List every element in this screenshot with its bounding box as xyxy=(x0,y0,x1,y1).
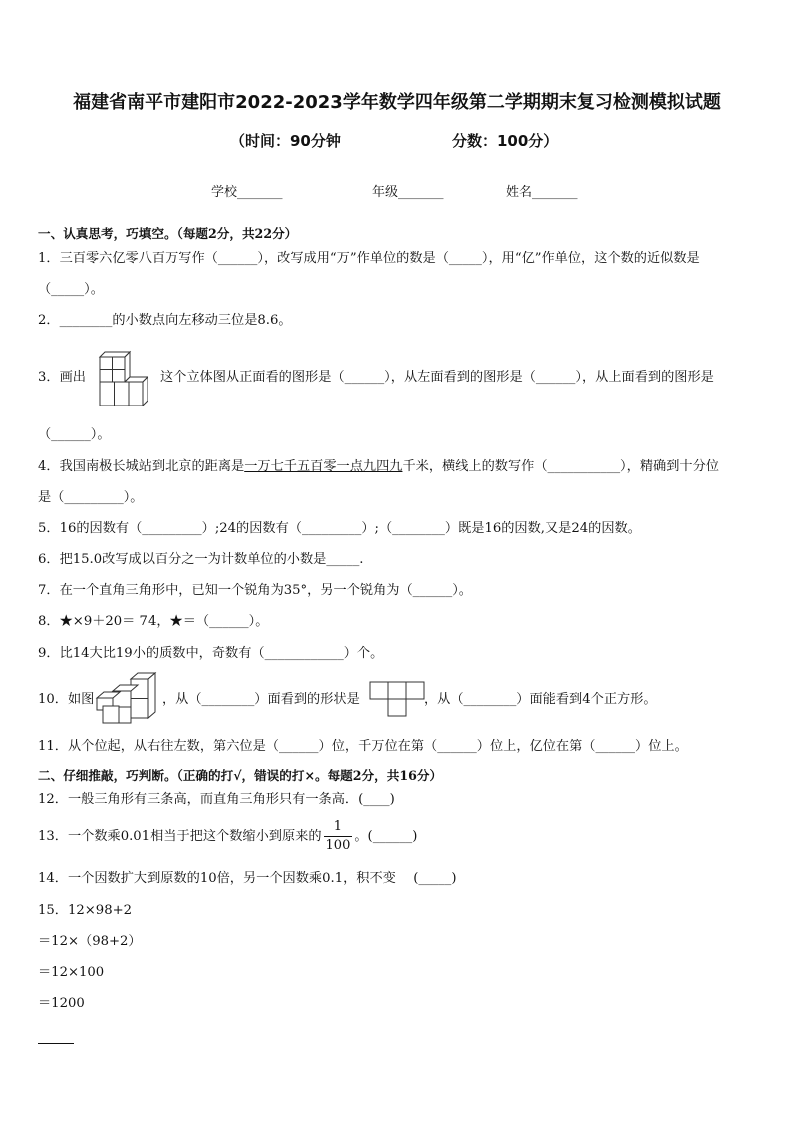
cube-stack-figure xyxy=(98,350,148,406)
page-title: 福建省南平市建阳市2022-2023学年数学四年级第二学期期末复习检测模拟试题 xyxy=(73,92,721,113)
question-4 xyxy=(38,458,719,476)
question-3: 这个立体图从正面看的图形是（______），从左面看到的图形是（______），从上面看到的图形是 xyxy=(160,370,714,385)
t-shape-figure xyxy=(369,681,425,717)
question-10-mid: ，从（________）面看到的形状是 xyxy=(162,692,360,707)
question-7: 7．在一个直角三角形中，已知一个锐角为35°，另一个锐角为（______）。 xyxy=(38,583,472,598)
school-field: 学校_______ xyxy=(211,185,283,200)
question-15: 15．12×98+2 xyxy=(38,903,133,918)
question-1-cont: （_____）。 xyxy=(38,282,104,297)
question-13-prefix: 13．一个数乘0.01相当于把这个数缩小到原来的 xyxy=(38,829,322,844)
question-11: 11．从个位起，从右往左数，第六位是（______）位，千万位在第（______）位上，亿位在第（______）位上。 xyxy=(38,739,688,754)
question-10-suffix: ，从（________）面能看到4个正方形。 xyxy=(424,692,657,707)
question-12: 12．一般三角形有三条高，而直角三角形只有一条高．(____) xyxy=(38,792,395,807)
question-15-step-1: ＝12×（98+2） xyxy=(38,934,142,949)
question-13 xyxy=(38,818,417,855)
exam-score: 分数：100分） xyxy=(452,132,559,150)
question-14: 14．一个因数扩大到原数的10倍，另一个因数乘0.1，积不变 (_____) xyxy=(38,871,457,886)
question-2: 2．________的小数点向左移动三位是8.6。 xyxy=(38,313,292,328)
question-15-step-2: ＝12×100 xyxy=(38,965,105,980)
question-15-step-3: ＝1200 xyxy=(38,996,85,1011)
question-4-suffix: 千米，横线上的数写作（___________），精确到十分位 xyxy=(402,459,719,474)
question-3-prefix: 3．画出 xyxy=(38,370,86,385)
question-5: 5．16的因数有（_________）;24的因数有（_________）;（________）既是16的因数,又是24的因数。 xyxy=(38,521,641,536)
question-1: 1．三百零六亿零八百万写作（______），改写成用“万”作单位的数是（_____），用“亿”作单位，这个数的近似数是 xyxy=(38,251,700,266)
question-13-suffix: 。(______) xyxy=(354,829,418,844)
section-2-heading: 二、仔细推敲，巧判断。（正确的打√，错误的打×。每题2分，共16分） xyxy=(38,768,443,783)
fraction xyxy=(324,818,353,855)
question-8: 8．★×9＋20＝ 74，★＝（______）。 xyxy=(38,614,269,629)
grade-field: 年级_______ xyxy=(372,185,444,200)
question-9: 9．比14大比19小的质数中，奇数有（____________）个。 xyxy=(38,646,384,661)
answer-line xyxy=(38,1043,74,1044)
question-4-prefix: 4．我国南极长城站到北京的距离是 xyxy=(38,459,245,474)
fraction-numerator: 1 xyxy=(324,818,353,837)
section-1-heading: 一、认真思考，巧填空。（每题2分，共22分） xyxy=(38,226,298,241)
block-figure xyxy=(93,672,163,724)
name-field: 姓名_______ xyxy=(506,185,578,200)
question-10-prefix: 10．如图 xyxy=(38,692,95,707)
question-4-cont: 是（_________）。 xyxy=(38,490,144,505)
question-6: 6．把15.0改写成以百分之一为计数单位的小数是_____. xyxy=(38,552,364,567)
question-3-cont: （______）。 xyxy=(38,427,111,442)
fraction-denominator: 100 xyxy=(325,838,351,853)
exam-time: （时间：90分钟 xyxy=(230,132,341,150)
question-4-underlined-number: 一万七千五百零一点九四九 xyxy=(244,459,403,474)
